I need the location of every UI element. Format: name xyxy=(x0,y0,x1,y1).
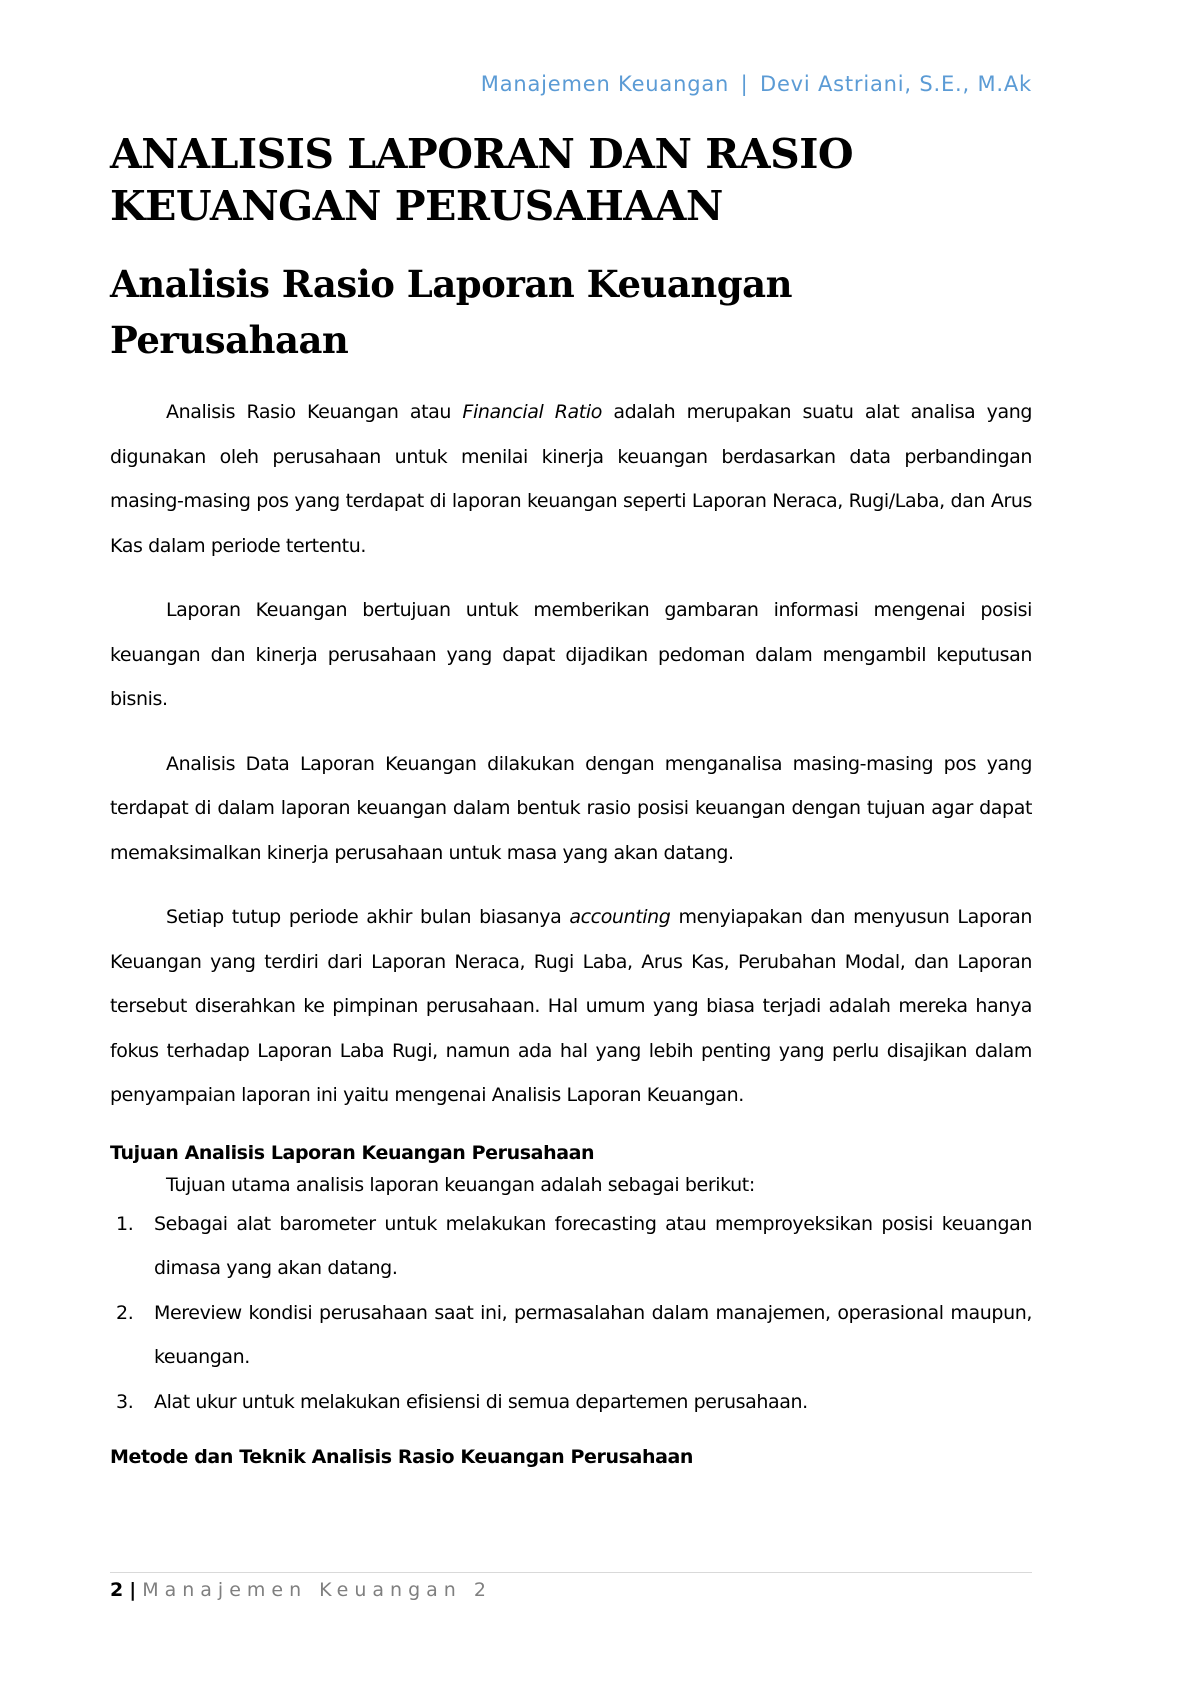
section-title-line-1: Analisis Rasio Laporan Keuangan xyxy=(110,262,793,306)
document-title xyxy=(110,128,1032,232)
paragraph-data-analysis: Analisis Data Laporan Keuangan dilakukan dengan menganalisa masing-masing pos yang terdapat di dalam laporan keuangan dalam bentuk rasio posisi keuangan dengan tujuan agar dapat memaksimalkan kinerja perusahaan untuk masa yang akan datang. xyxy=(110,752,1032,864)
list-item-text: Alat ukur untuk melakukan efisiensi di semua departemen perusahaan. xyxy=(154,1390,808,1413)
header-course: Manajemen Keuangan xyxy=(480,72,730,96)
document-title-line-1: ANALISIS LAPORAN DAN RASIO xyxy=(110,130,854,178)
paragraph-4-italic: accounting xyxy=(569,906,671,928)
list-item xyxy=(110,1380,1032,1425)
running-header xyxy=(110,72,1032,96)
goals-heading: Tujuan Analisis Laporan Keuangan Perusahaan xyxy=(110,1141,595,1164)
paragraph-1-text-a: Analisis Rasio Keuangan atau xyxy=(166,401,463,423)
list-item xyxy=(110,1291,1032,1380)
list-item xyxy=(110,1202,1032,1291)
header-separator: | xyxy=(740,72,749,96)
page-footer xyxy=(110,1579,492,1601)
section-title xyxy=(110,256,1032,368)
header-author: Devi Astriani, S.E., M.Ak xyxy=(759,72,1032,96)
document-title-line-2: KEUANGAN PERUSAHAAN xyxy=(110,182,723,230)
list-item-number: 3. xyxy=(116,1390,134,1413)
footer-text: Manajemen Keuangan 2 xyxy=(142,1579,492,1601)
paragraph-4-text-b: menyiapakan dan menyusun Laporan Keuangan yang terdiri dari Laporan Neraca, Rugi Laba, Arus Kas, Perubahan Modal, dan Laporan tersebut diserahkan ke pimpinan perusahaan. Hal umum yang biasa terjadi adalah mereka hanya fokus terhadap Laporan Laba Rugi, namun ada hal yang lebih penting yang perlu disajikan dalam penyampaian laporan ini yaitu mengenai Analisis Laporan Keuangan. xyxy=(110,906,1032,1106)
methods-heading: Metode dan Teknik Analisis Rasio Keuangan Perusahaan xyxy=(110,1446,694,1468)
paragraph-accounting-period xyxy=(110,895,1032,1118)
page-content xyxy=(110,128,1032,1472)
list-item-number: 2. xyxy=(116,1301,134,1324)
list-item-number: 1. xyxy=(116,1212,134,1235)
paragraph-report-purpose: Laporan Keuangan bertujuan untuk memberikan gambaran informasi mengenai posisi keuangan dan kinerja perusahaan yang dapat dijadikan pedoman dalam mengambil keputusan bisnis. xyxy=(110,599,1032,710)
list-item-text: Mereview kondisi perusahaan saat ini, permasalahan dalam manajemen, operasional maupun, keuangan. xyxy=(154,1301,1032,1368)
footer-separator: | xyxy=(129,1579,137,1601)
paragraph-4-text-a: Setiap tutup periode akhir bulan biasanya xyxy=(166,906,570,928)
section-title-line-2: Perusahaan xyxy=(110,318,349,362)
goals-list xyxy=(110,1202,1032,1425)
paragraph-1-text-b: adalah merupakan suatu alat analisa yang digunakan oleh perusahaan untuk menilai kinerja keuangan berdasarkan data perbandingan masing-masing pos yang terdapat di laporan keuangan seperti Laporan Neraca, Rugi/Laba, dan Arus Kas dalam periode tertentu. xyxy=(110,401,1033,557)
paragraph-financial-ratio xyxy=(110,390,1032,568)
footer-divider xyxy=(110,1572,1032,1573)
goals-lead: Tujuan utama analisis laporan keuangan adalah sebagai berikut: xyxy=(166,1173,755,1196)
list-item-text: Sebagai alat barometer untuk melakukan forecasting atau memproyeksikan posisi keuangan dimasa yang akan datang. xyxy=(154,1212,1032,1279)
paragraph-1-italic: Financial Ratio xyxy=(462,401,602,423)
page-number: 2 xyxy=(110,1579,124,1601)
